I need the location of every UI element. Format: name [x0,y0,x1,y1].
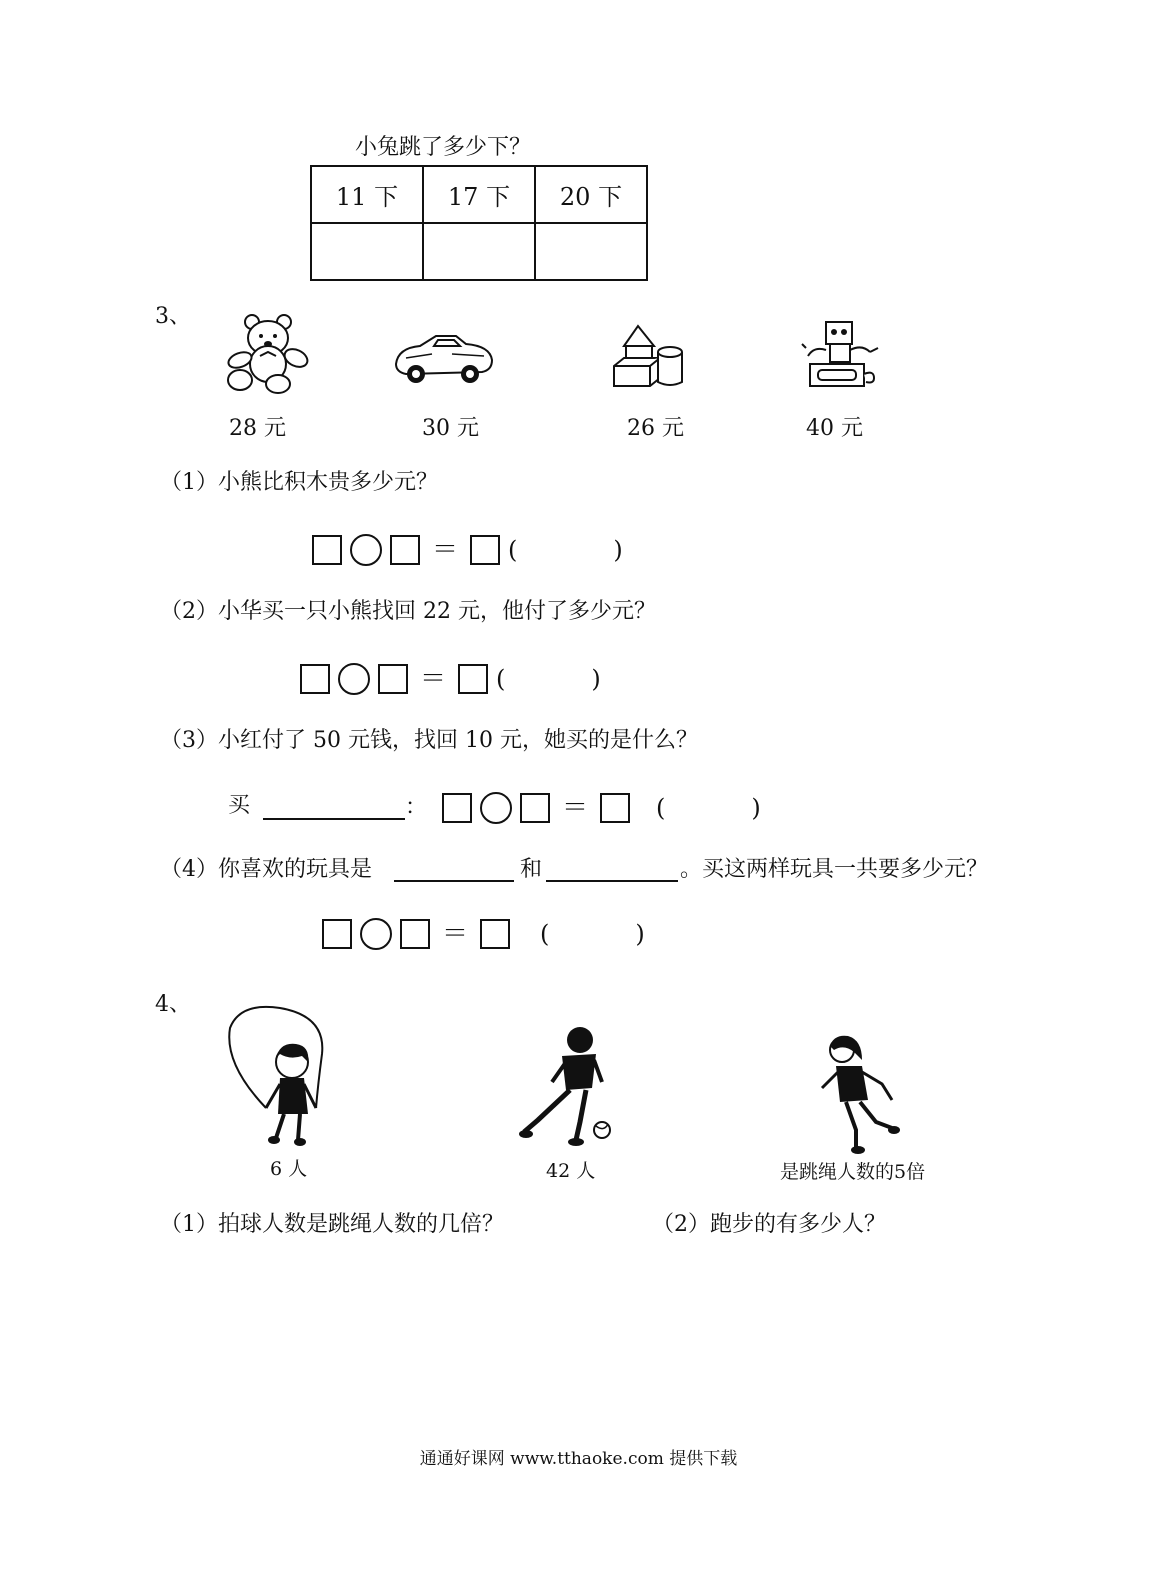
table-header-cell: 20 下 [535,166,647,223]
building-blocks-icon [610,322,686,390]
equals-sign: ＝ [442,919,469,949]
and-text: 和 [520,857,543,882]
paren-close: ) [751,794,761,822]
paren-open: ( [508,536,518,564]
paren-open: ( [540,920,550,948]
answer-box[interactable] [458,664,488,694]
answer-cell[interactable] [535,223,647,280]
answer-box[interactable] [322,919,352,949]
equation-row [312,532,623,568]
toy-price: 28 元 [229,416,286,441]
equals-sign: ＝ [420,664,447,694]
answer-box[interactable] [520,793,550,823]
answer-box[interactable] [312,535,342,565]
question-text: （1）小熊比积木贵多少元？ [160,470,438,495]
jump-count-table [310,165,648,281]
answer-box[interactable] [400,919,430,949]
question-text: （4）你喜欢的玩具是 [160,857,372,882]
paren-open: ( [656,794,666,822]
answer-box[interactable] [600,793,630,823]
question-text: （2）小华买一只小熊找回 22 元，他付了多少元？ [160,599,656,624]
paren-close: ) [591,665,601,693]
teddy-bear-icon [222,312,310,394]
toy-price: 40 元 [806,416,863,441]
answer-box[interactable] [442,793,472,823]
ball-player-boy-icon [518,1024,618,1148]
paren-close: ) [635,920,645,948]
toy-price: 30 元 [422,416,479,441]
answer-box[interactable] [300,664,330,694]
equation-row [442,790,761,826]
colon: ： [405,795,428,820]
equation-row [300,661,601,697]
people-count: 6 人 [270,1158,308,1180]
footer-text: 通通好课网 www.tthaoke.com 提供下载 [419,1449,738,1469]
table-header-cell: 11 下 [311,166,423,223]
fill-blank-line[interactable] [546,880,678,882]
table-header-cell: 17 下 [423,166,535,223]
paren-close: ) [613,536,623,564]
answer-cell[interactable] [311,223,423,280]
robot-icon [800,318,884,390]
people-count: 42 人 [546,1160,596,1182]
question-number: 4、 [155,992,191,1017]
question-text: （1）拍球人数是跳绳人数的几倍？ [160,1212,504,1237]
equation-row [322,916,645,952]
toy-car-icon [392,330,496,388]
buy-label: 买 [228,793,251,818]
fill-blank-line[interactable] [394,880,514,882]
toy-price: 26 元 [627,416,684,441]
table-title: 小兔跳了多少下？ [355,135,532,160]
question-text: （2）跑步的有多少人？ [652,1212,886,1237]
equals-sign: ＝ [562,793,589,823]
answer-box[interactable] [378,664,408,694]
paren-open: ( [496,665,506,693]
equals-sign: ＝ [432,535,459,565]
running-girl-icon [812,1030,902,1158]
fill-blank-line[interactable] [263,818,405,820]
question-number: 3、 [155,304,191,329]
answer-cell[interactable] [423,223,535,280]
operator-circle[interactable] [360,918,392,950]
answer-box[interactable] [470,535,500,565]
answer-box[interactable] [390,535,420,565]
people-count: 是跳绳人数的5倍 [780,1161,926,1183]
question-text: 。买这两样玩具一共要多少元？ [680,857,989,882]
operator-circle[interactable] [338,663,370,695]
operator-circle[interactable] [480,792,512,824]
jump-rope-girl-icon [220,1004,340,1148]
operator-circle[interactable] [350,534,382,566]
answer-box[interactable] [480,919,510,949]
question-text: （3）小红付了 50 元钱，找回 10 元，她买的是什么？ [160,728,698,753]
